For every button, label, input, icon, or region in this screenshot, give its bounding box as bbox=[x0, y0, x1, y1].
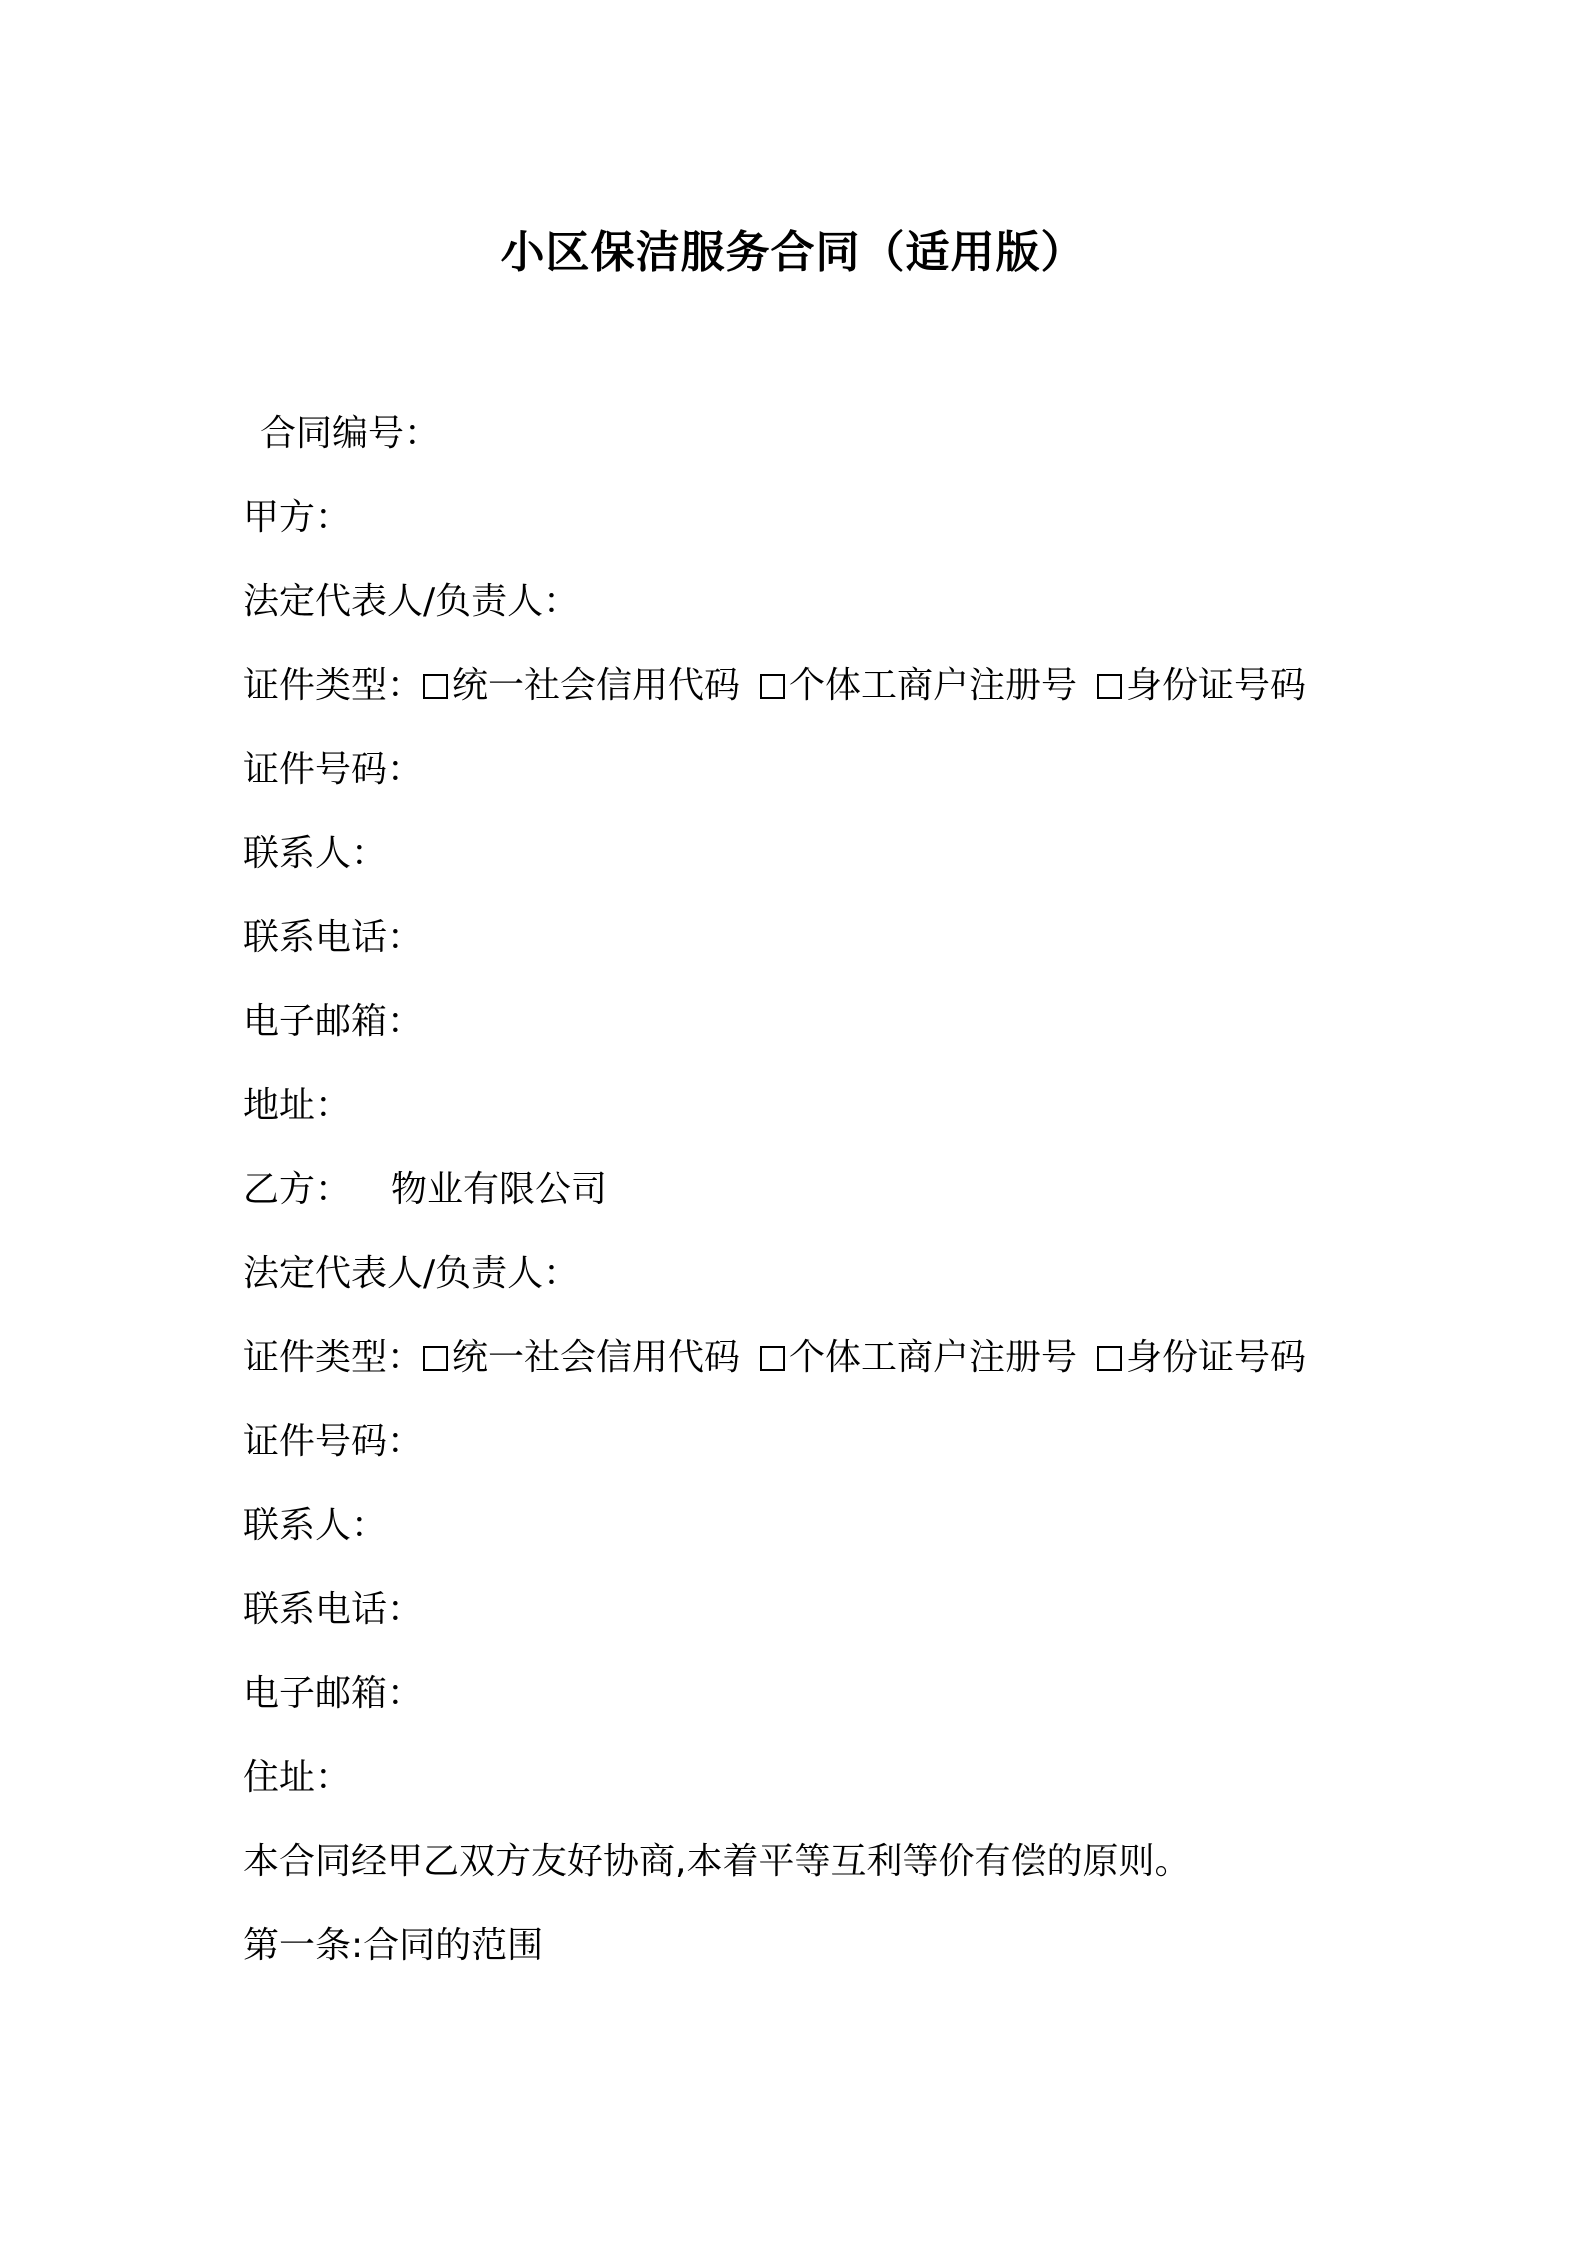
option-label: 身份证号码 bbox=[1126, 665, 1307, 706]
party-a-id-option-credit-code[interactable] bbox=[423, 664, 740, 708]
option-label: 个体工商户注册号 bbox=[789, 1337, 1078, 1378]
checkbox-icon[interactable] bbox=[760, 674, 785, 699]
party-b-phone-label: 联系电话： bbox=[243, 1589, 424, 1630]
party-a-id-option-id-card[interactable] bbox=[1097, 664, 1306, 708]
party-a-id-number-label: 证件号码： bbox=[243, 749, 424, 790]
party-b-id-number-label: 证件号码： bbox=[243, 1421, 424, 1462]
party-a-id-type-label: 证件类型： bbox=[243, 665, 424, 706]
option-label: 个体工商户注册号 bbox=[789, 665, 1078, 706]
preamble-text: 本合同经甲乙双方友好协商,本着平等互利等价有偿的原则。 bbox=[243, 1841, 1191, 1882]
party-a-id-option-business-reg[interactable] bbox=[760, 664, 1077, 708]
party-b-company-suffix: 物业有限公司 bbox=[391, 1169, 608, 1210]
article-1-heading: 第一条:合同的范围 bbox=[243, 1925, 544, 1966]
option-label: 身份证号码 bbox=[1126, 1337, 1307, 1378]
option-label: 统一社会信用代码 bbox=[452, 1337, 741, 1378]
party-a-email-label: 电子邮箱： bbox=[243, 1001, 424, 1042]
party-b-label: 乙方： bbox=[243, 1169, 352, 1210]
party-a-phone-label: 联系电话： bbox=[243, 917, 424, 958]
party-b-row bbox=[243, 1168, 607, 1212]
party-b-address-label: 住址： bbox=[243, 1757, 352, 1798]
party-b-legal-rep-label: 法定代表人/负责人： bbox=[243, 1253, 580, 1294]
party-b-id-type-row bbox=[243, 1336, 1306, 1380]
checkbox-icon[interactable] bbox=[423, 1346, 448, 1371]
party-b-id-option-credit-code[interactable] bbox=[423, 1336, 740, 1380]
option-label: 统一社会信用代码 bbox=[452, 665, 741, 706]
party-a-address-label: 地址： bbox=[243, 1085, 352, 1126]
party-b-id-option-id-card[interactable] bbox=[1097, 1336, 1306, 1380]
party-b-id-option-business-reg[interactable] bbox=[760, 1336, 1077, 1380]
checkbox-icon[interactable] bbox=[760, 1346, 785, 1371]
party-a-label: 甲方： bbox=[243, 497, 352, 538]
document-title: 小区保洁服务合同（适用版） bbox=[500, 227, 1086, 278]
checkbox-icon[interactable] bbox=[423, 674, 448, 699]
party-a-id-type-row bbox=[243, 664, 1306, 708]
contract-number-label: 合同编号： bbox=[260, 413, 441, 454]
checkbox-icon[interactable] bbox=[1097, 674, 1122, 699]
party-a-contact-label: 联系人： bbox=[243, 833, 388, 874]
party-b-contact-label: 联系人： bbox=[243, 1505, 388, 1546]
checkbox-icon[interactable] bbox=[1097, 1346, 1122, 1371]
party-b-id-type-label: 证件类型： bbox=[243, 1337, 424, 1378]
party-a-legal-rep-label: 法定代表人/负责人： bbox=[243, 581, 580, 622]
party-b-email-label: 电子邮箱： bbox=[243, 1673, 424, 1714]
